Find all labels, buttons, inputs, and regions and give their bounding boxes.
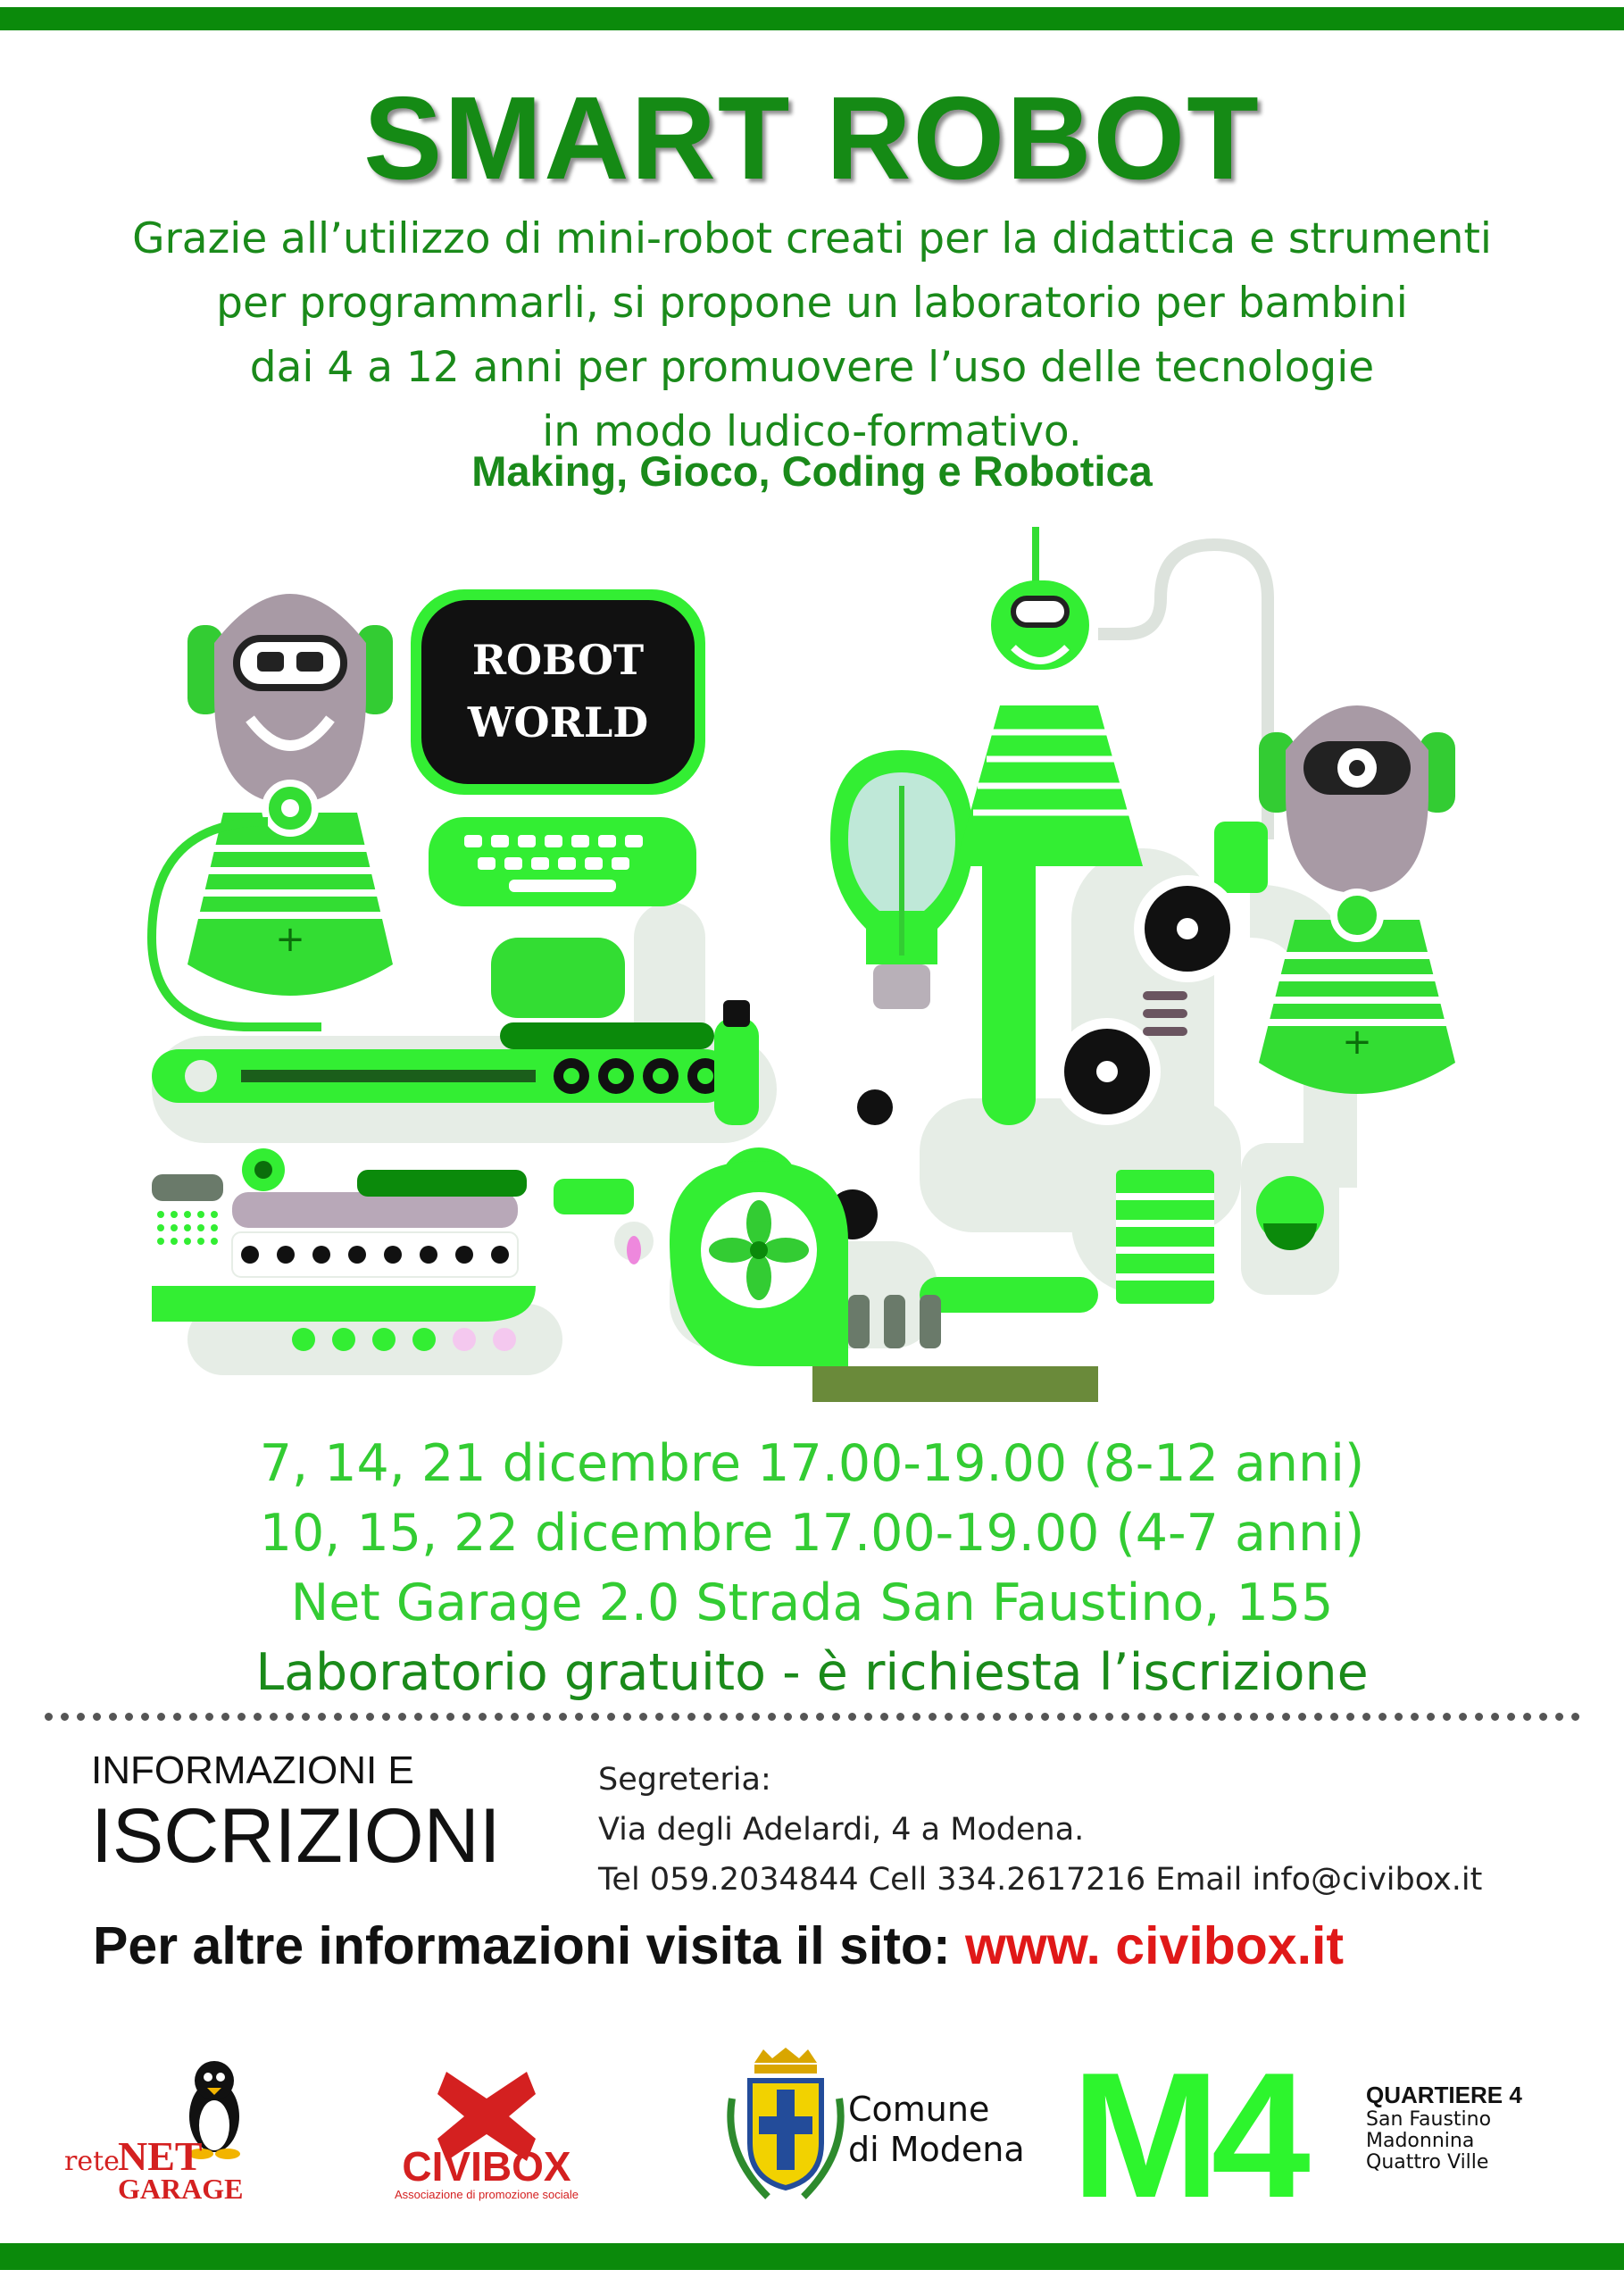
q4-mark: M4: [1071, 2036, 1302, 2215]
q4-line2: Madonnina: [1366, 2130, 1475, 2152]
svg-text:+: +: [1342, 1022, 1372, 1063]
office-contacts: Tel 059.2034844 Cell 334.2617216 Email info@civibox.it: [598, 1862, 1483, 1898]
civibox-logo: [375, 2063, 598, 2206]
comune-line1: Comune: [848, 2090, 990, 2129]
lightbulb: [830, 750, 973, 1009]
info-heading-small: INFORMAZIONI E: [91, 1748, 414, 1792]
office-label: Segreteria:: [598, 1762, 771, 1798]
q4-line1: San Faustino: [1366, 2108, 1492, 2131]
robot-world-illustration: [134, 527, 1500, 1402]
office-address: Via degli Adelardi, 4 a Modena.: [598, 1812, 1085, 1848]
civibox-subtitle: Associazione di promozione sociale: [395, 2188, 579, 2201]
netgarage-net: NET: [118, 2133, 203, 2179]
civibox-name: CIVIBOX: [402, 2143, 571, 2190]
website-label: Per altre informazioni visita il sito:: [93, 1916, 951, 1975]
intro-line: in modo ludico-formativo.: [542, 407, 1082, 456]
intro-paragraph: [0, 207, 1624, 464]
screen-text-line1: ROBOT: [471, 636, 645, 684]
top-green-bar: [0, 7, 1624, 30]
intro-line: per programmarli, si propone un laboratorio per bambini: [216, 279, 1408, 328]
netgarage-garage: GARAGE: [118, 2173, 244, 2205]
intro-line: Grazie all’utilizzo di mini-robot creati per la didattica e strumenti: [132, 214, 1492, 263]
schedule-note: Laboratorio gratuito - è richiesta l’iscrizione: [255, 1643, 1369, 1702]
netgarage-logo: [62, 2054, 268, 2206]
netgarage-prefix: rete: [64, 2146, 120, 2177]
dotted-divider: [45, 1713, 1580, 1721]
partner-logos: [0, 2036, 1624, 2215]
intro-line: dai 4 a 12 anni per promuovere l’uso delle tecnologie: [249, 343, 1375, 392]
comune-modena-logo: [723, 2045, 1062, 2206]
website-link[interactable]: www. civibox.it: [965, 1916, 1345, 1975]
svg-text:+: +: [275, 919, 305, 960]
schedule-location: Net Garage 2.0 Strada San Faustino, 155: [290, 1573, 1334, 1632]
schedule-block: [0, 1429, 1624, 1707]
info-heading: [91, 1746, 501, 1879]
website-line: [93, 1915, 1344, 1976]
info-details: [598, 1755, 1482, 1905]
q4-line3: Quattro Ville: [1366, 2151, 1489, 2174]
poster-title: SMART ROBOT: [363, 72, 1261, 204]
fan: [670, 1161, 848, 1366]
screen-text-line2: WORLD: [467, 698, 649, 747]
comune-line2: di Modena: [848, 2130, 1025, 2169]
left-robot: [152, 594, 393, 1027]
bottom-green-bar: [0, 2243, 1624, 2270]
robot-world-screen: [411, 589, 705, 795]
lower-machinery: [152, 1148, 654, 1351]
quartiere4-logo: [1071, 2036, 1536, 2215]
schedule-line-younger: 10, 15, 22 dicembre 17.00-19.00 (4-7 anni): [259, 1504, 1365, 1563]
info-heading-large: ISCRIZIONI: [91, 1793, 501, 1879]
top-robot: [955, 527, 1268, 893]
schedule-line-older: 7, 14, 21 dicembre 17.00-19.00 (8-12 anni): [259, 1434, 1365, 1493]
q4-title: QUARTIERE 4: [1366, 2082, 1522, 2108]
keyboard: [429, 817, 696, 906]
tagline: Making, Gioco, Coding e Robotica: [471, 447, 1153, 495]
